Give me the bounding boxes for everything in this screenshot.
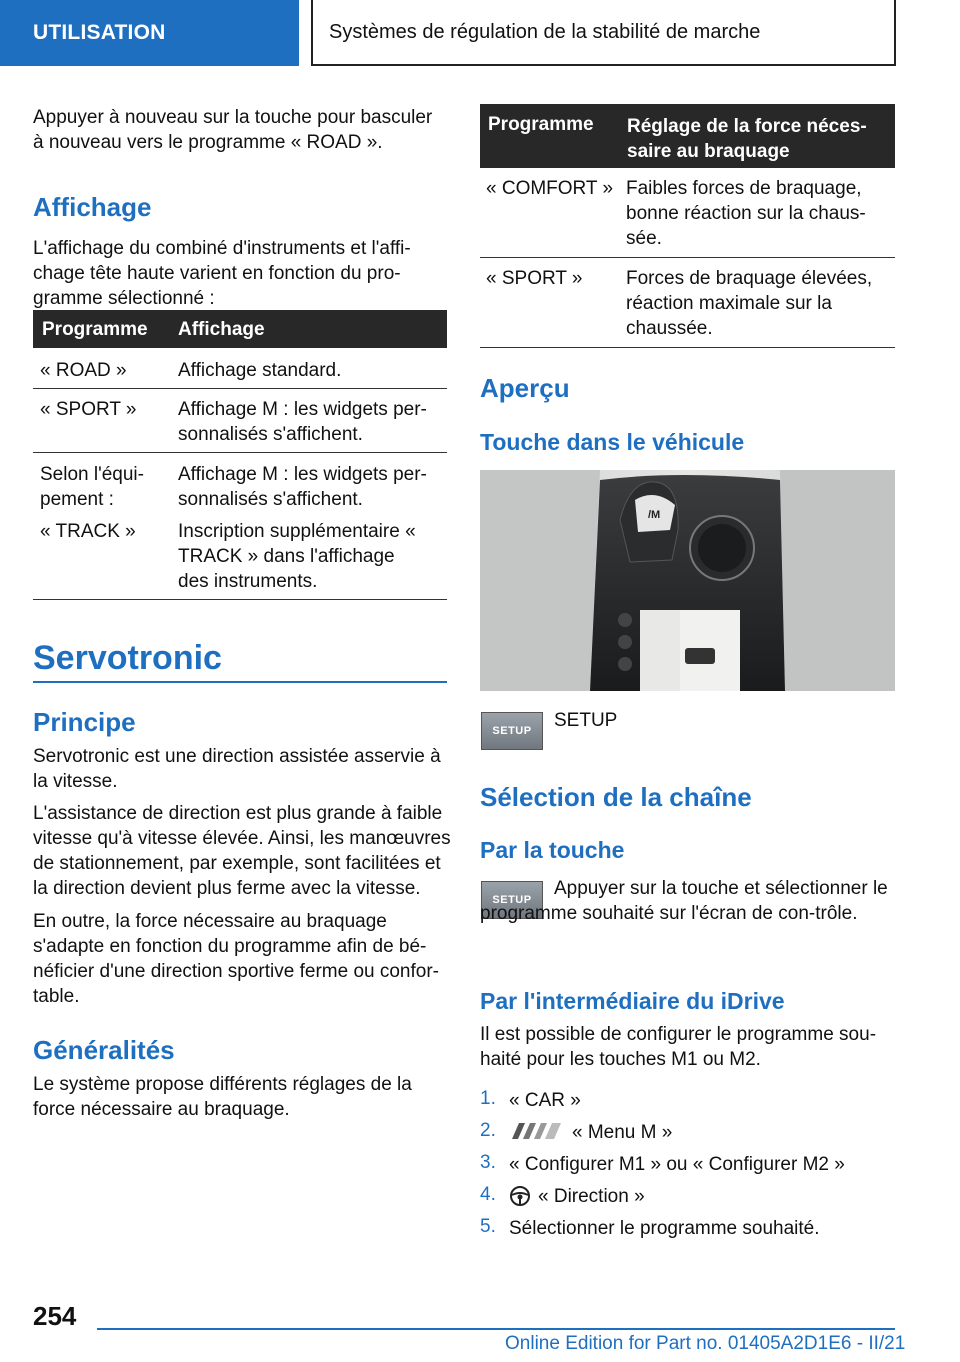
step-number: 1. [480, 1088, 496, 1109]
table2-header-programme: Programme [488, 114, 594, 135]
step-text: « Menu M » [572, 1122, 673, 1143]
setup-button-icon [481, 712, 543, 750]
table1-divider [33, 388, 447, 389]
table1-cell: « ROAD » [40, 360, 127, 381]
step-text: Sélectionner le programme souhaité. [509, 1218, 820, 1239]
table2-divider [480, 347, 895, 348]
table1-cell: Affichage standard. [178, 360, 342, 381]
vehicle-console-image [480, 470, 895, 691]
table2-header-reglage: Réglage de la force néces-saire au braquage [627, 116, 867, 162]
step-text: « Configurer M1 » ou « Configurer M2 » [509, 1154, 845, 1175]
table1-header [33, 310, 447, 348]
table2-header [480, 104, 895, 168]
footer-divider [97, 1328, 895, 1330]
step-number: 3. [480, 1152, 496, 1173]
generalites-heading: Généralités [33, 1035, 175, 1065]
servotronic-underline [33, 681, 447, 683]
m-menu-icon [509, 1122, 564, 1140]
console-photo-icon [480, 470, 895, 691]
steering-wheel-icon [509, 1185, 531, 1207]
setup-button-text: SETUP [492, 725, 532, 737]
table2-divider [480, 257, 895, 258]
table2-cell: « SPORT » [486, 268, 583, 289]
table1-divider [33, 452, 447, 453]
header-section-label: UTILISATION [33, 21, 166, 44]
step-number: 4. [480, 1184, 496, 1205]
table1-divider [33, 599, 447, 600]
affichage-text: L'affichage du combiné d'instruments et l'affi-chage tête haute varient en fonction du pro-gramme sélectionné : [33, 238, 411, 309]
touche-vehicule-heading: Touche dans le véhicule [480, 429, 745, 455]
affichage-heading: Affichage [33, 192, 152, 222]
table1-cell: « SPORT » [40, 399, 137, 420]
table1-cell: Inscription supplémentaire « TRACK » dans l'affichage des instruments. [178, 521, 416, 592]
step-number: 5. [480, 1216, 496, 1237]
setup-button-text: SETUP [492, 894, 532, 906]
step-text: « CAR » [509, 1090, 581, 1111]
par-touche-heading: Par la touche [480, 837, 625, 863]
principe-paragraph-1: Servotronic est une direction assistée asservie à la vitesse. [33, 746, 441, 792]
selection-heading: Sélection de la chaîne [480, 782, 752, 812]
table1-cell: « TRACK » [40, 521, 136, 542]
header-title: Systèmes de régulation de la stabilité de marche [329, 20, 761, 43]
principe-paragraph-3: En outre, la force nécessaire au braquage s'adapte en fonction du programme afin de bé-néficier d'une direction sportive ferme ou confor-table. [33, 911, 439, 1007]
step-number: 2. [480, 1120, 496, 1141]
idrive-text: Il est possible de configurer le programme sou-haité pour les touches M1 ou M2. [480, 1024, 877, 1070]
idrive-heading: Par l'intermédiaire du iDrive [480, 988, 785, 1014]
setup-label: SETUP [554, 710, 618, 731]
table1-cell: Affichage M : les widgets per-sonnalisés s'affichent. [178, 399, 427, 445]
table2-cell: Forces de braquage élevées, réaction maximale sur la chaussée. [626, 268, 873, 339]
servotronic-heading: Servotronic [33, 639, 222, 677]
table1-cell: Affichage M : les widgets per-sonnalisés s'affichent. [178, 464, 427, 510]
apercu-heading: Aperçu [480, 373, 570, 403]
step-text: « Direction » [538, 1186, 645, 1207]
principe-heading: Principe [33, 707, 136, 737]
table1-cell: Selon l'équi-pement : [40, 464, 144, 510]
table2-cell: Faibles forces de braquage, bonne réaction sur la chaus-sée. [626, 178, 866, 249]
generalites-text: Le système propose différents réglages de la force nécessaire au braquage. [33, 1074, 412, 1120]
table1-header-programme: Programme [42, 319, 148, 340]
principe-paragraph-2: L'assistance de direction est plus grande à faible vitesse qu'à vitesse élevée. Ainsi, les manœuvres de stationnement, par exemple, sont facilitées et la direction devient plus ferme avec la vitesse. [33, 803, 451, 899]
header-section-tab [0, 0, 299, 66]
svg-text:/M: /M [648, 509, 661, 521]
header-title-box [311, 0, 896, 66]
page-number: 254 [33, 1301, 77, 1331]
table2-cell: « COMFORT » [486, 178, 614, 199]
table1-header-affichage: Affichage [178, 319, 265, 340]
footer-edition: Online Edition for Part no. 01405A2D1E6 - II/21 [505, 1333, 906, 1354]
par-touche-text: Appuyer sur la touche et sélectionner le programme souhaité sur l'écran de con-trôle. [480, 878, 888, 924]
intro-paragraph: Appuyer à nouveau sur la touche pour basculer à nouveau vers le programme « ROAD ». [33, 107, 433, 153]
